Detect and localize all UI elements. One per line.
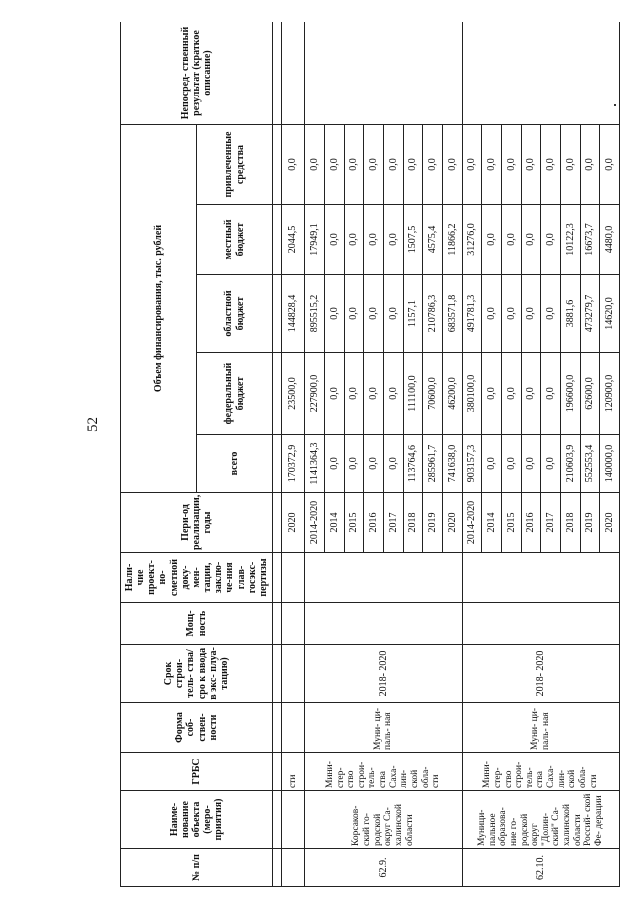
federal-cell: 0,0 [521,353,541,435]
header-financing: Объем финансирования, тыс. рублей [121,125,197,493]
local-cell: 16673,7 [580,205,600,275]
header-attracted: привлеченные средства [197,125,273,205]
table-row [282,22,305,887]
federal-cell: 111100,0 [403,353,423,435]
regional-cell: 0,0 [383,275,403,353]
total-cell: 0,0 [324,435,344,493]
regional-cell: 0,0 [541,275,561,353]
local-cell: 4575,4 [423,205,443,275]
period-cell: 2019 [580,493,600,553]
total-cell: 0,0 [482,435,502,493]
federal-cell: 227900,0 [305,353,325,435]
regional-cell: 0,0 [482,275,502,353]
federal-cell: 46200,0 [442,353,462,435]
total-cell: 170372,9 [282,435,305,493]
regional-cell: 0,0 [324,275,344,353]
total-cell: 552553,4 [580,435,600,493]
local-cell: 0,0 [383,205,403,275]
rotated-sheet [120,22,620,887]
header-capacity: Мощ- ность [121,603,273,645]
ownership-form: Муни- ци- паль- ная [305,703,462,753]
regional-cell: 210786,3 [423,275,443,353]
local-cell: 0,0 [364,205,384,275]
local-cell: 4480,0 [600,205,620,275]
attracted-cell: 0,0 [580,125,600,205]
local-cell: 1507,5 [403,205,423,275]
local-cell: 2044,5 [282,205,305,275]
total-cell: 113764,6 [403,435,423,493]
total-cell: 210603,9 [560,435,580,493]
federal-cell: 62600,0 [580,353,600,435]
grbs-tail: сти [282,753,305,791]
attracted-cell: 0,0 [521,125,541,205]
header-grbs: ГРБС [121,753,273,791]
regional-cell: 491781,3 [462,275,482,353]
period-cell: 2020 [600,493,620,553]
ownership-form: Муни- ци- паль- ная [462,703,619,753]
local-cell: 0,0 [541,205,561,275]
attracted-cell: 0,0 [305,125,325,205]
total-cell: 140000,0 [600,435,620,493]
local-cell: 10122,3 [560,205,580,275]
header-regional: областной бюджет [197,275,273,353]
federal-cell: 0,0 [383,353,403,435]
table-row [462,22,482,887]
header-period: Пери-од реализации, годы [121,493,273,553]
attracted-cell: 0,0 [501,125,521,205]
total-cell: 1141364,3 [305,435,325,493]
federal-cell: 0,0 [501,353,521,435]
result-cell [462,22,619,125]
federal-cell: 70600,0 [423,353,443,435]
design-docs-cell [305,553,462,603]
local-cell: 0,0 [501,205,521,275]
local-cell: 31276,0 [462,205,482,275]
period-cell: 2020 [442,493,462,553]
regional-cell: 3881,6 [560,275,580,353]
regional-cell: 144828,4 [282,275,305,353]
regional-cell: 473279,7 [580,275,600,353]
federal-cell: 23500,0 [282,353,305,435]
attracted-cell: 0,0 [364,125,384,205]
period-cell: 2014-2020 [305,493,325,553]
local-cell: 0,0 [482,205,502,275]
column-number-row [273,22,282,887]
total-cell: 0,0 [501,435,521,493]
regional-cell: 0,0 [344,275,364,353]
attracted-cell: 0,0 [344,125,364,205]
construction-term: 2018- 2020 [462,645,619,703]
total-cell: 0,0 [383,435,403,493]
attracted-cell: 0,0 [282,125,305,205]
period-cell: 2020 [282,493,305,553]
capacity-cell [305,603,462,645]
page-number: 52 [85,417,101,432]
period-cell: 2016 [521,493,541,553]
result-cell [305,22,462,125]
period-cell: 2018 [403,493,423,553]
attracted-cell: 0,0 [383,125,403,205]
federal-cell: 380100,0 [462,353,482,435]
grbs-name: Мини- стер- ство строи- тель- ства Саха- лин- ской обла- сти [462,753,619,791]
period-cell: 2016 [364,493,384,553]
total-cell: 741638,0 [442,435,462,493]
local-cell: 17949,1 [305,205,325,275]
local-cell: 11866,2 [442,205,462,275]
attracted-cell: 0,0 [541,125,561,205]
period-cell: 2017 [383,493,403,553]
period-cell: 2014-2020 [462,493,482,553]
regional-cell: 0,0 [364,275,384,353]
federal-cell: 0,0 [324,353,344,435]
total-cell: 285961,7 [423,435,443,493]
project-number: 62.10. [462,849,619,887]
attracted-cell: 0,0 [324,125,344,205]
header-local: местный бюджет [197,205,273,275]
attracted-cell: 0,0 [403,125,423,205]
attracted-cell: 0,0 [462,125,482,205]
attracted-cell: 0,0 [482,125,502,205]
period-cell: 2019 [423,493,443,553]
object-name: Муници- пальное образова- ние го- родской округ "Долин- ский" Са- халинской области Россий- ской Фе- дерации [462,791,619,849]
period-cell: 2015 [344,493,364,553]
total-cell: 0,0 [541,435,561,493]
period-cell: 2014 [482,493,502,553]
attracted-cell: 0,0 [600,125,620,205]
project-number: 62.9. [305,849,462,887]
attracted-cell: 0,0 [423,125,443,205]
federal-cell: 0,0 [364,353,384,435]
header-num: № п/п [121,849,273,887]
regional-cell: 683571,8 [442,275,462,353]
header-row-1 [121,22,197,887]
regional-cell: 0,0 [501,275,521,353]
period-cell: 2014 [324,493,344,553]
regional-cell: 895515,2 [305,275,325,353]
project-62-9 [305,22,462,887]
local-cell: 0,0 [344,205,364,275]
header-total: всего [197,435,273,493]
object-name: Корсаков- ский го- родской округ Са- халинской области [305,791,462,849]
total-cell: 0,0 [364,435,384,493]
period-cell: 2017 [541,493,561,553]
local-cell: 0,0 [324,205,344,275]
header-construction-term: Срок строи- тель- ства/сро к ввода в экс- плуа- тацию) [121,645,273,703]
regional-cell: 14620,0 [600,275,620,353]
regional-cell: 1157,1 [403,275,423,353]
federal-cell: 0,0 [482,353,502,435]
header-federal: федеральный бюджет [197,353,273,435]
total-cell: 0,0 [344,435,364,493]
federal-cell: 0,0 [541,353,561,435]
capacity-cell [462,603,619,645]
header-ownership: Форма соб- ствен- ности [121,703,273,753]
construction-term: 2018- 2020 [305,645,462,703]
header-object-name: Наиме- нование объекта (меро- приятия) [121,791,273,849]
header-result: Непосред- ственный результат (краткое описание) [121,22,273,125]
period-cell: 2018 [560,493,580,553]
grbs-name: Мини- стер- ство строи- тель- ства Саха- лин- ской обла- сти [305,753,462,791]
local-cell: 0,0 [521,205,541,275]
total-cell: 0,0 [521,435,541,493]
design-docs-cell [462,553,619,603]
federal-cell: 120900,0 [600,353,620,435]
header-design-docs: Нали- чие проект- но- сметной доку- мен- тации, заклю- че-ния глав- госэкс- пертизы [121,553,273,603]
period-cell: 2015 [501,493,521,553]
attracted-cell: 0,0 [560,125,580,205]
financing-table [120,22,620,887]
federal-cell: 0,0 [344,353,364,435]
regional-cell: 0,0 [521,275,541,353]
project-62-10 [462,22,619,887]
attracted-cell: 0,0 [442,125,462,205]
federal-cell: 196600,0 [560,353,580,435]
table-row [305,22,325,887]
total-cell: 903157,3 [462,435,482,493]
table-rotator [120,22,620,887]
